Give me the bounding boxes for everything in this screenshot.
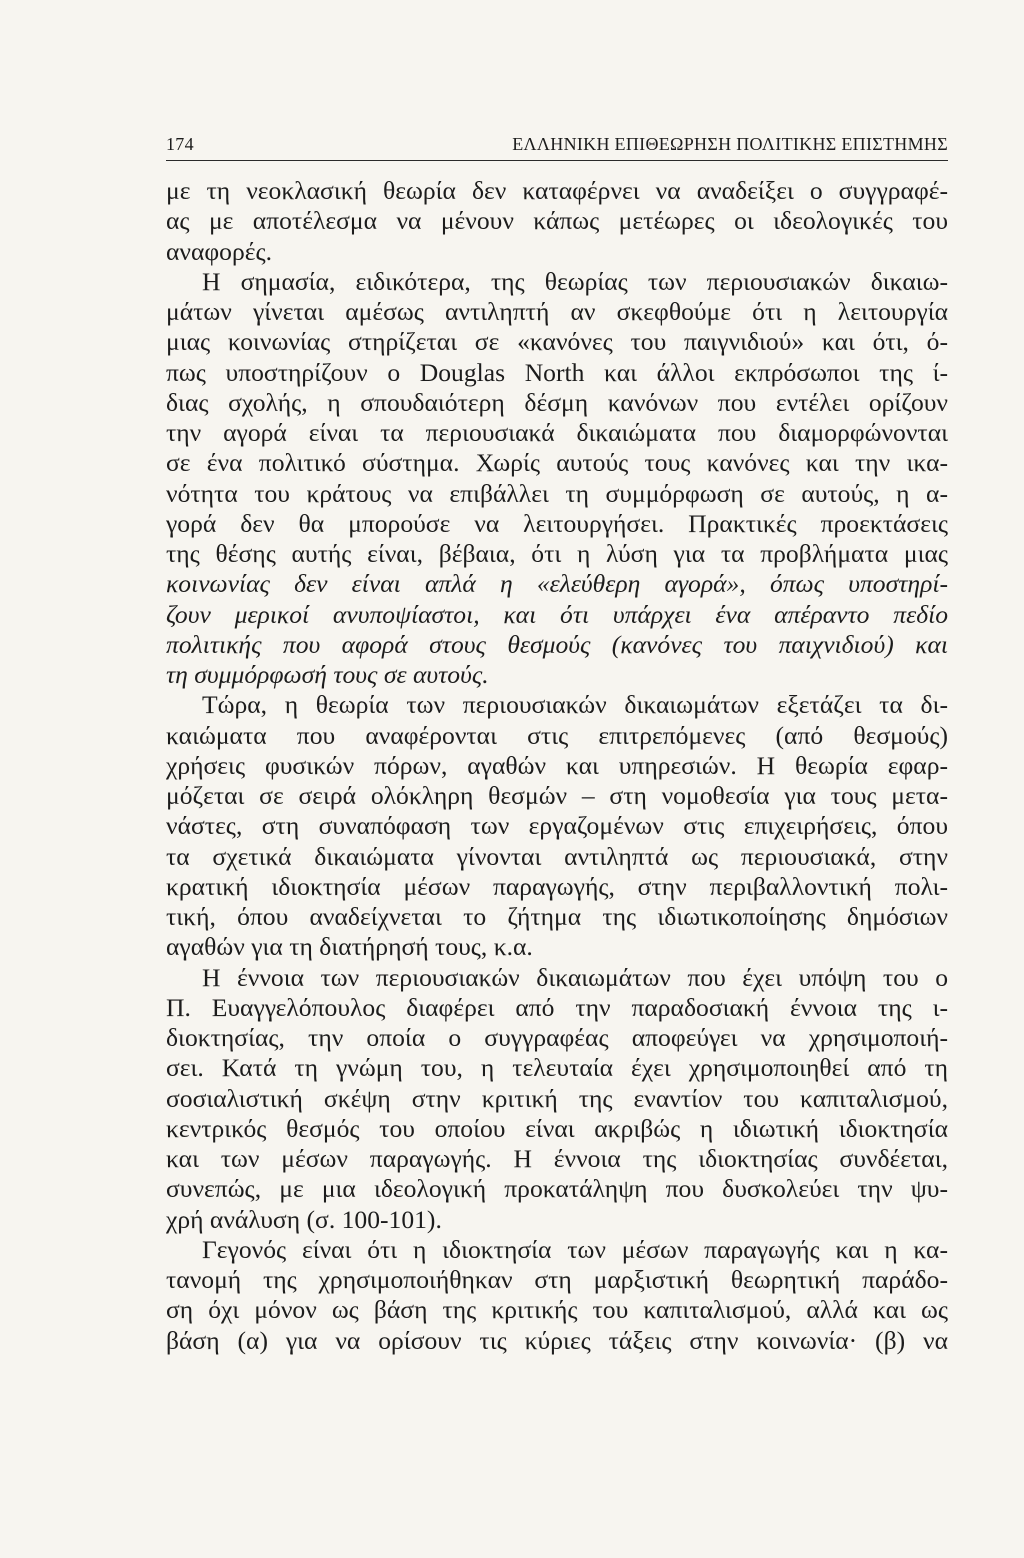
text-line: καιώματα που αναφέρονται στις επιτρεπόμενες (από θεσμούς) — [166, 720, 948, 750]
journal-title: ΕΛΛΗΝΙΚΗ ΕΠΙΘΕΩΡΗΣΗ ΠΟΛΙΤΙΚΗΣ ΕΠΙΣΤΗΜΗΣ — [512, 134, 948, 154]
text-line: τική, όπου αναδείχνεται το ζήτημα της ιδιωτικοποίησης δημόσιων — [166, 902, 948, 931]
text-line: διας σχολής, η σπουδαιότερη δέσμη κανόνων που εντέλει ορίζουν — [166, 387, 948, 417]
running-head — [166, 128, 948, 161]
paragraph-start-line: Η σημασία, ειδικότερα, της θεωρίας των περιουσιακών δικαιω- — [202, 266, 948, 296]
text-line: τα σχετικά δικαιώματα γίνονται αντιληπτά ως περιουσιακά, στην — [166, 841, 948, 871]
text-line: κεντρικός θεσμός του οποίου είναι ακριβώς η ιδιωτική ιδιοκτησία — [166, 1113, 948, 1143]
text-line: σοσιαλιστική σκέψη στην κριτική της εναντίον του καπιταλισμού, — [166, 1083, 948, 1113]
text-line: τανομή της χρησιμοποιήθηκαν στη μαρξιστική θεωρητική παράδο- — [166, 1265, 948, 1294]
italic-text-line: κοινωνίας δεν είναι απλά η «ελεύθερη αγορά», όπως υποστηρί- — [166, 569, 948, 599]
body-text — [166, 176, 948, 1356]
text-line: Π. Ευαγγελόπουλος διαφέρει από την παραδοσιακή έννοια της ι- — [166, 992, 948, 1022]
paragraph-start-line: Τώρα, η θεωρία των περιουσιακών δικαιωμάτων εξετάζει τα δι- — [202, 690, 948, 720]
text-line: νάστες, στη συναπόφαση των εργαζομένων στις επιχειρήσεις, όπου — [166, 811, 948, 841]
text-line: αναφορές. — [166, 236, 273, 266]
text-line: βάση (α) για να ορίσουν τις κύριες τάξεις στην κοινωνία· (β) να — [166, 1325, 948, 1355]
text-line: σε ένα πολιτικό σύστημα. Χωρίς αυτούς τους κανόνες και την ικα- — [166, 448, 948, 478]
text-line: γορά δεν θα μπορούσε να λειτουργήσει. Πρακτικές προεκτάσεις — [166, 508, 948, 538]
text-line: μιας κοινωνίας στηρίζεται σε «κανόνες του παιγνιδιού» και ότι, ό- — [166, 327, 948, 357]
text-line: αγαθών για τη διατήρησή τους, κ.α. — [166, 932, 533, 962]
text-line: μόζεται σε σειρά ολόκληρη θεσμών – στη νομοθεσία για τους μετα- — [166, 781, 948, 810]
paragraph-start-line: Γεγονός είναι ότι η ιδιοκτησία των μέσων παραγωγής και η κα- — [202, 1234, 948, 1264]
text-line: χρήσεις φυσικών πόρων, αγαθών και υπηρεσιών. Η θεωρία εφαρ- — [166, 750, 948, 780]
italic-text-line: τη συμμόρφωσή τους σε αυτούς. — [166, 660, 489, 689]
italic-text-line: πολιτικής που αφορά στους θεσμούς (κανόνες του παιχνιδιού) και — [166, 629, 948, 659]
text-line: πως υποστηρίζουν ο Douglas North και άλλοι εκπρόσωποι της ί- — [166, 357, 948, 387]
text-line: διοκτησίας, την οποία ο συγγραφέας αποφεύγει να χρησιμοποιή- — [166, 1023, 948, 1052]
page-number: 174 — [166, 134, 194, 154]
text-line: κρατική ιδιοκτησία μέσων παραγωγής, στην περιβαλλοντική πολι- — [166, 871, 948, 901]
paragraph-start-line: Η έννοια των περιουσιακών δικαιωμάτων που έχει υπόψη του ο — [202, 962, 948, 992]
italic-text-line: ζουν μερικοί ανυποψίαστοι, και ότι υπάρχει ένα απέραντο πεδίο — [166, 599, 948, 629]
text-line: της θέσης αυτής είναι, βέβαια, ότι η λύση για τα προβλήματα μιας — [166, 539, 948, 568]
text-line: ση όχι μόνον ως βάση της κριτικής του καπιταλισμού, αλλά και ως — [166, 1295, 948, 1325]
text-line: συνεπώς, με μια ιδεολογική προκατάληψη που δυσκολεύει την ψυ- — [166, 1174, 948, 1204]
text-line: νότητα του κράτους να επιβάλλει τη συμμόρφωση σε αυτούς, η α- — [166, 478, 948, 508]
text-line: και των μέσων παραγωγής. Η έννοια της ιδιοκτησίας συνδέεται, — [166, 1144, 948, 1173]
text-line: χρή ανάλυση (σ. 100-101). — [166, 1204, 442, 1234]
text-line: την αγορά είναι τα περιουσιακά δικαιώματα που διαμορφώνονται — [166, 418, 948, 447]
text-line: σει. Κατά τη γνώμη του, η τελευταία έχει χρησιμοποιηθεί από τη — [166, 1053, 948, 1083]
text-line: με τη νεοκλασική θεωρία δεν καταφέρνει να αναδείξει ο συγγραφέ- — [166, 176, 948, 205]
text-line: ας με αποτέλεσμα να μένουν κάπως μετέωρες οι ιδεολογικές του — [166, 206, 948, 236]
text-line: μάτων γίνεται αμέσως αντιληπτή αν σκεφθούμε ότι η λειτουργία — [166, 297, 948, 326]
